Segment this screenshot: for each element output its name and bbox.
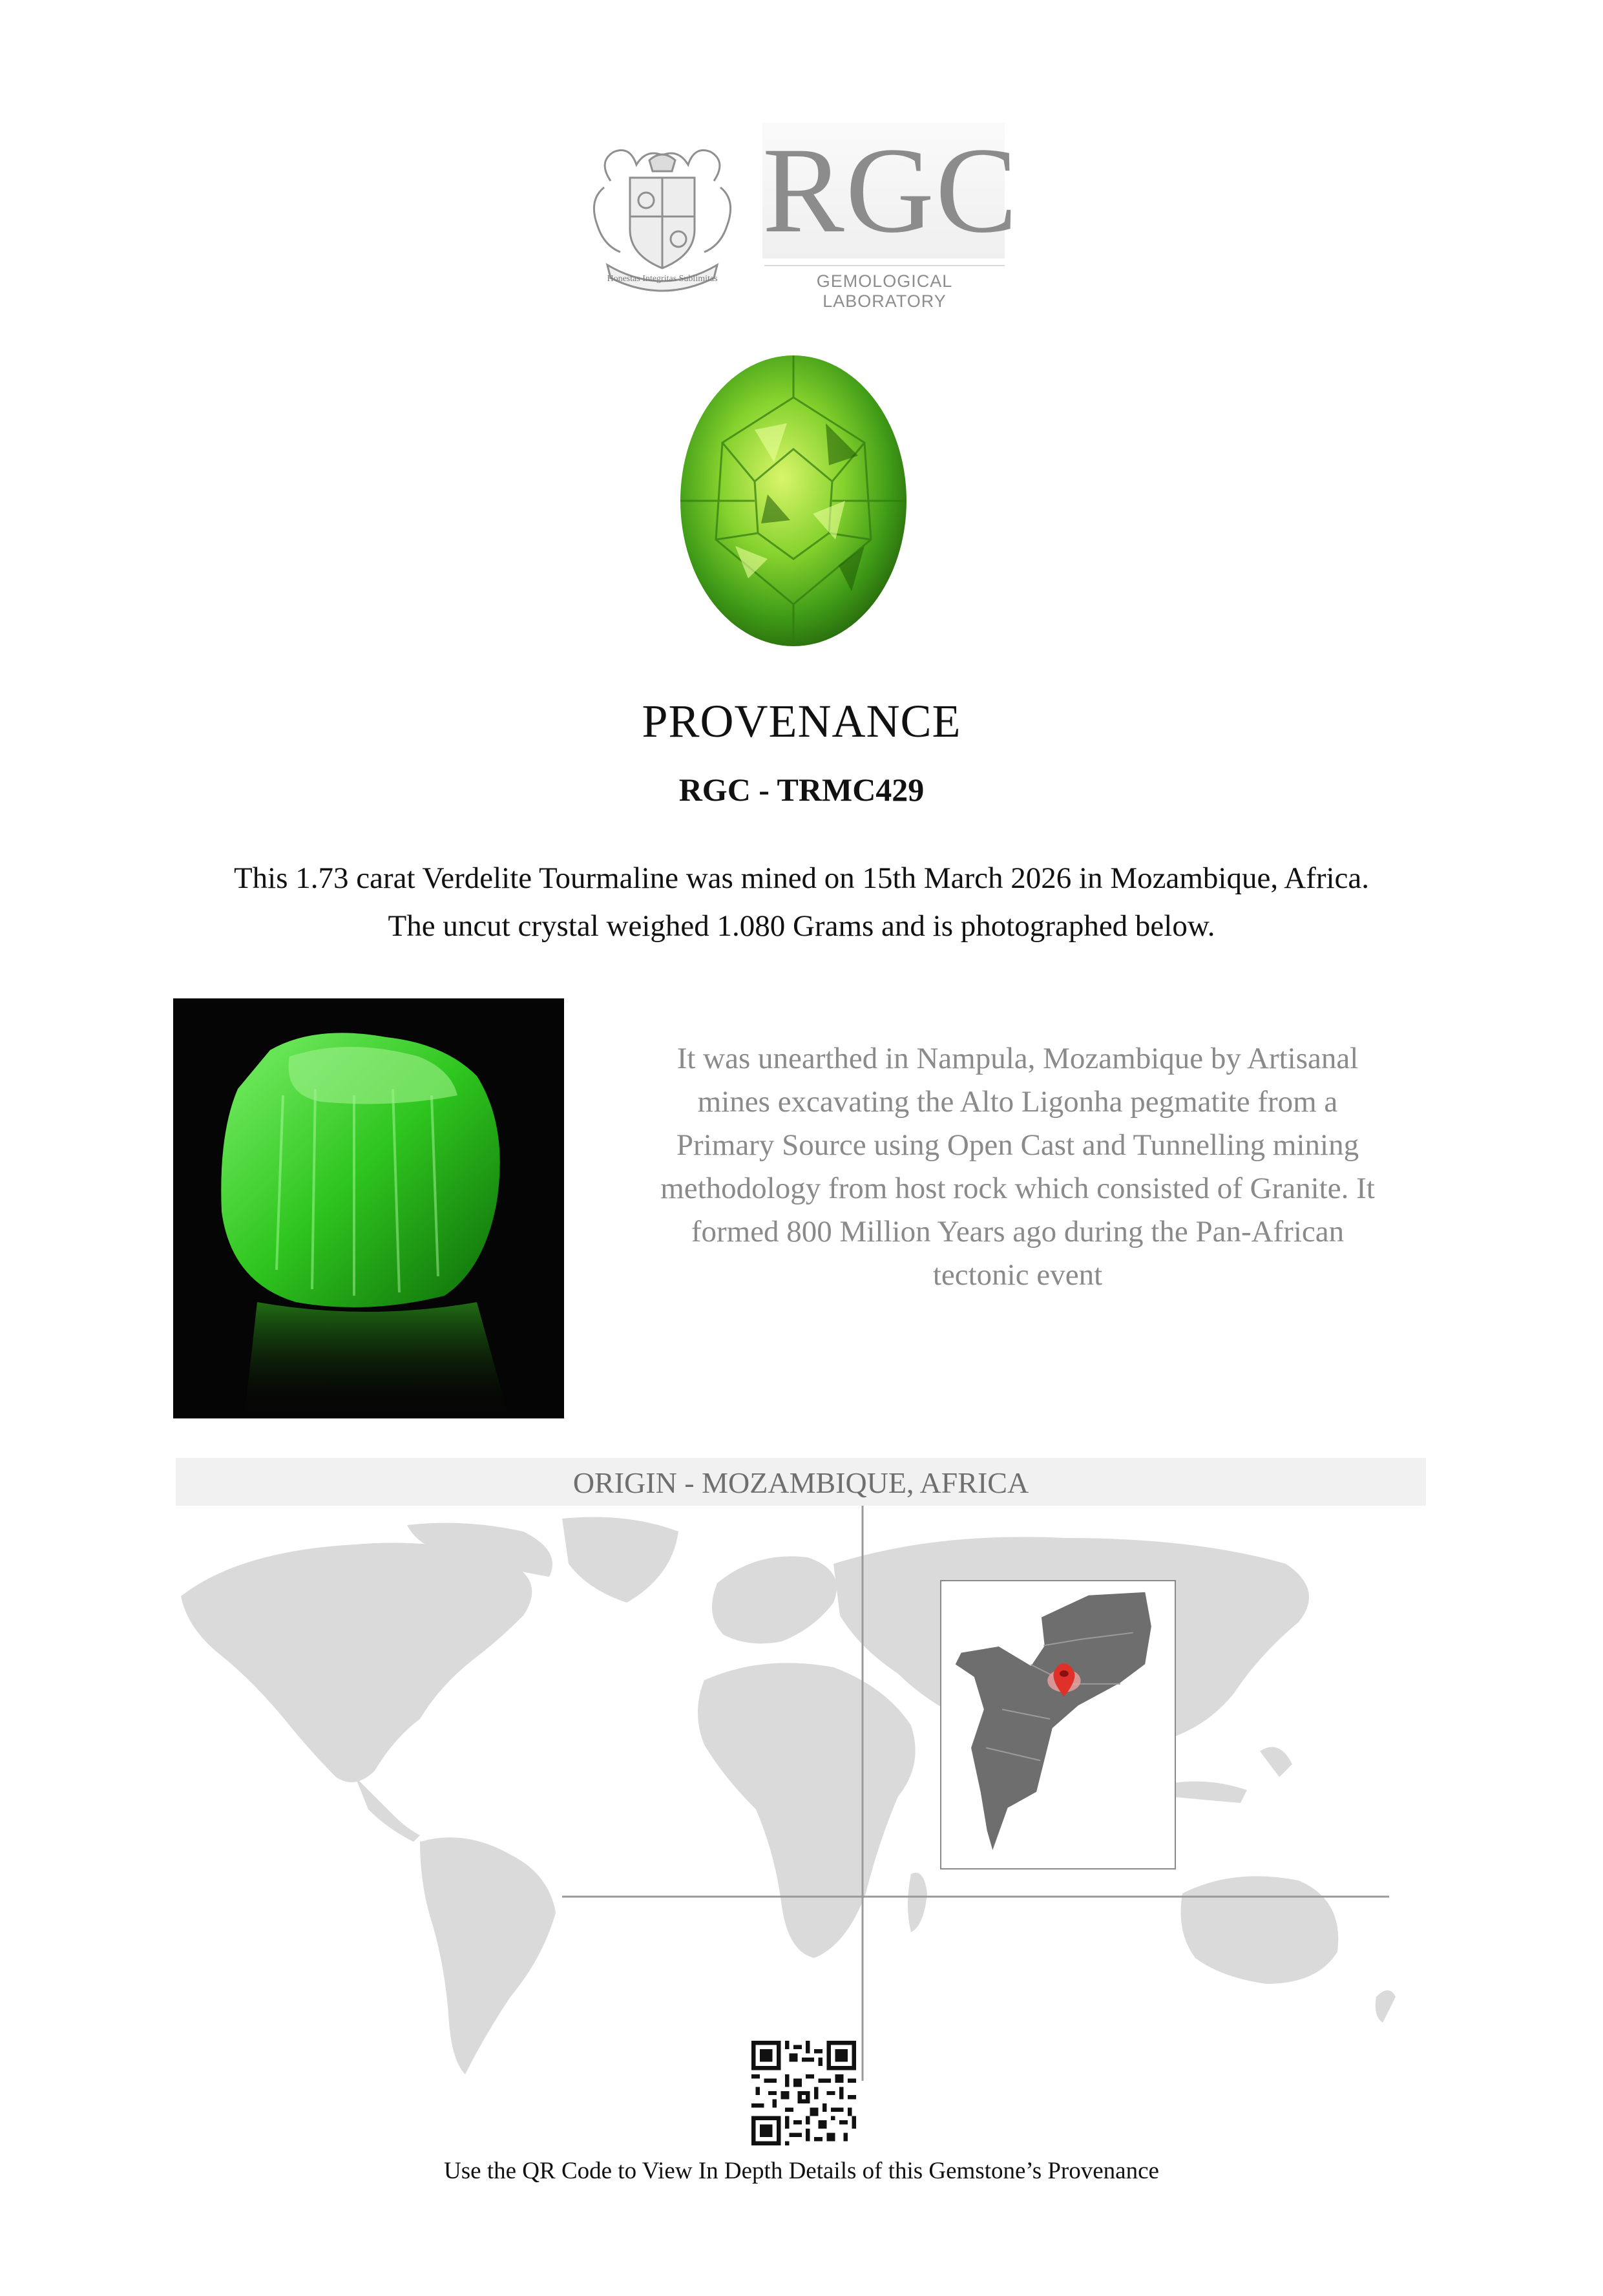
rough-crystal-photo [173, 998, 564, 1418]
mozambique-inset-map [940, 1580, 1176, 1869]
cut-gemstone-image [677, 352, 910, 649]
lab-logo [585, 123, 1019, 311]
qr-caption: Use the QR Code to View In Depth Details of this Gemstone’s Provenance [444, 2158, 1159, 2184]
intro-text [129, 854, 1474, 950]
page-title: PROVENANCE [642, 695, 961, 747]
reference-code: RGC - TRMC429 [678, 772, 925, 808]
provenance-story: It was unearthed in Nampula, Mozambique by Artisanal mines excavating the Alto Ligonha pegmatite from a Primary Source using Open Cast and Tunnelling mining methodology from host rock which consisted of Granite. It formed 800 Million Years ago during the Pan-African tectonic event [660, 1042, 1375, 1292]
crest-icon [585, 142, 740, 297]
intro-line-2: The uncut crystal weighed 1.080 Grams and is photographed below. [388, 909, 1215, 943]
crest-motto: Honestas Integritas Sublimitas [607, 274, 718, 284]
world-map [162, 1506, 1402, 2081]
qr-code[interactable] [751, 2041, 856, 2145]
brand-subtitle: GEMOLOGICAL LABORATORY [764, 265, 1005, 311]
intro-line-1: This 1.73 carat Verdelite Tourmaline was mined on 15th March 2026 in Mozambique, Africa. [233, 861, 1370, 895]
origin-label: ORIGIN - MOZAMBIQUE, AFRICA [176, 1458, 1426, 1506]
brand-wordmark: RGC [762, 123, 1019, 258]
